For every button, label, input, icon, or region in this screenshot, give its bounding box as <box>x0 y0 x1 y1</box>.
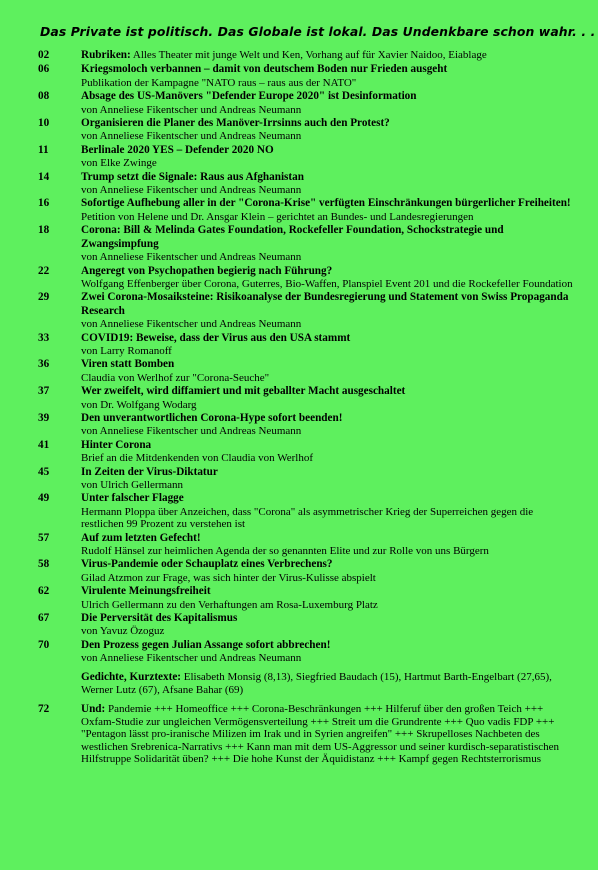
entry-subtitle: Hermann Ploppa über Anzeichen, dass "Corona" als asymmetrischer Krieg der Superreichen gegen die restlichen 99 Prozent zu verstehen ist <box>81 505 534 531</box>
entry-title: Virus-Pandemie oder Schauplatz eines Verbrechens? <box>81 558 333 571</box>
entry-subtitle: von Ulrich Gellermann <box>81 479 184 491</box>
toc-entry <box>38 558 578 584</box>
entry-body <box>81 90 578 116</box>
entry-body <box>81 492 578 530</box>
entry-title-line <box>81 466 578 479</box>
entry-title-line <box>81 358 578 371</box>
entry-title-line <box>81 492 578 505</box>
entry-title: Wer zweifelt, wird diffamiert und mit geballter Macht ausgeschaltet <box>81 385 406 398</box>
entry-body <box>81 703 578 766</box>
page-number: 57 <box>38 531 50 544</box>
entry-title: Kriegsmoloch verbannen – damit von deutschem Boden nur Frieden ausgeht <box>81 63 448 76</box>
entry-title-line <box>81 224 578 251</box>
entry-subtitle: von Anneliese Fikentscher und Andreas Neumann <box>81 425 302 438</box>
toc-entry <box>38 291 578 330</box>
entry-title-line <box>81 171 578 184</box>
entry-body <box>81 117 578 143</box>
entry-body <box>81 412 578 438</box>
entry-body <box>81 439 578 465</box>
toc-entry <box>38 197 578 223</box>
entry-body <box>81 144 578 170</box>
entry-title-line <box>81 197 578 210</box>
page-number: 29 <box>38 291 50 304</box>
entry-title: Und: <box>81 702 106 715</box>
page-number: 02 <box>38 49 50 61</box>
entry-body <box>81 171 578 197</box>
entry-title-line <box>81 291 578 318</box>
entry-subtitle: Brief an die Mitdenkenden von Claudia von Werlhof <box>81 452 313 465</box>
entry-title-line <box>81 439 578 452</box>
entry-subtitle: Ulrich Gellermann zu den Verhaftungen am Rosa-Luxemburg Platz <box>81 598 378 611</box>
entry-title: Die Perversität des Kapitalismus <box>81 612 238 625</box>
toc-entry <box>38 585 578 611</box>
entry-title: Berlinale 2020 YES – Defender 2020 NO <box>81 143 274 156</box>
entry-title-line <box>81 332 578 345</box>
entry-body <box>81 332 578 358</box>
page-number: 08 <box>38 90 50 103</box>
entry-title-line <box>81 117 578 130</box>
entry-subtitle: Claudia von Werlhof zur "Corona-Seuche" <box>81 371 270 384</box>
entry-title: In Zeiten der Virus-Diktatur <box>81 465 218 478</box>
toc-entry <box>38 412 578 438</box>
page-number: 49 <box>38 492 50 505</box>
entry-body <box>81 612 578 638</box>
toc-entry <box>38 639 578 665</box>
toc-entry <box>38 49 578 62</box>
entry-body <box>81 265 578 291</box>
toc-entry <box>38 117 578 143</box>
entry-title: Den unverantwortlichen Corona-Hype sofort beenden! <box>81 411 343 424</box>
entry-title-line <box>81 558 578 571</box>
page-number: 45 <box>38 465 50 478</box>
entry-subtitle: Rudolf Hänsel zur heimlichen Agenda der so genannten Elite und zur Rolle von uns Bürgern <box>81 545 489 558</box>
page-number: 16 <box>38 197 50 210</box>
page-number: 41 <box>38 438 50 451</box>
entry-subtitle: Wolfgang Effenberger über Corona, Guterres, Bio-Waffen, Planspiel Event 201 und die Rockefeller Foundation <box>81 277 573 290</box>
entry-body <box>81 224 578 263</box>
entry-title: Unter falscher Flagge <box>81 492 184 505</box>
toc-entry <box>38 63 578 89</box>
page-number: 70 <box>38 638 50 651</box>
entry-title-line <box>81 144 578 157</box>
entry-title: Zwei Corona-Mosaiksteine: Risikoanalyse der Bundesregierung und Statement von Swiss Propaganda Research <box>81 291 569 317</box>
entry-title: Trump setzt die Signale: Raus aus Afghanistan <box>81 170 304 183</box>
entry-body <box>81 671 578 697</box>
entry-title: Sofortige Aufhebung aller in der "Corona-Krise" verfügten Einschränkungen bürgerlicher Freiheiten! <box>81 197 571 210</box>
entry-title-rest: Elisabeth Monsig (8,13), Siegfried Baudach (15), Hartmut Barth-Engelbart (27,65), Werner Lutz (67), Afsane Bahar (69) <box>81 670 552 697</box>
entry-body <box>81 585 578 611</box>
entry-title-line <box>81 49 578 62</box>
toc-entry <box>38 385 578 411</box>
page-number: 11 <box>38 143 49 156</box>
entry-title-line <box>81 412 578 425</box>
entry-subtitle: von Anneliese Fikentscher und Andreas Neumann <box>81 130 302 143</box>
page-number: 58 <box>38 558 50 571</box>
entry-body <box>81 197 578 223</box>
entry-title: Den Prozess gegen Julian Assange sofort abbrechen! <box>81 638 331 651</box>
entry-subtitle: Publikation der Kampagne "NATO raus – raus aus der NATO" <box>81 76 357 89</box>
toc-entry <box>38 532 578 558</box>
entry-title: Rubriken: <box>81 49 131 61</box>
entry-title-line <box>81 612 578 625</box>
entry-subtitle: von Anneliese Fikentscher und Andreas Neumann <box>81 184 302 197</box>
entry-subtitle: Gilad Atzmon zur Frage, was sich hinter der Virus-Kulisse abspielt <box>81 571 376 584</box>
entry-title-rest: Pandemie +++ Homeoffice +++ Corona-Beschränkungen +++ Hilferuf über den großen Teich +++ Oxfam-Studie zur ungleichen Vermögensverteilung +++ Streit um die Grundrente +++ Quo vadis FDP +++ "Pentagon lässt pro-iranische Milizen im Irak und in Syrien angreifen" +++ Skrupelloses Nachbeten des westlichen Srebrenica-Narrativs +++ Kann man mit dem US-Aggressor und seiner kurdisch-separatistischen Hilfstruppe Solidarität üben? +++ Die hohe Kunst der Äquidistanz +++ Kampf gegen Rechtsterrorismus <box>81 702 560 766</box>
entry-subtitle: Petition von Helene und Dr. Ansgar Klein – gerichtet an Bundes- und Landesregierungen <box>81 210 474 223</box>
entry-body <box>81 385 578 411</box>
entry-body <box>81 532 578 558</box>
entry-title: COVID19: Beweise, dass der Virus aus den USA stammt <box>81 331 351 344</box>
entry-title-line <box>81 585 578 598</box>
entry-body <box>81 358 578 384</box>
entry-title: Angeregt von Psychopathen begierig nach Führung? <box>81 264 333 277</box>
toc-entry <box>38 358 578 384</box>
page-number: 39 <box>38 411 50 424</box>
entry-title-line <box>81 90 578 103</box>
page-number: 36 <box>38 358 50 371</box>
entry-title: Absage des US-Manövers "Defender Europe 2020" ist Desinformation <box>81 90 417 103</box>
entry-title-line <box>81 639 578 652</box>
entry-subtitle: von Anneliese Fikentscher und Andreas Neumann <box>81 652 302 665</box>
entry-title-line <box>81 532 578 545</box>
page-number: 62 <box>38 585 50 598</box>
page-number: 14 <box>38 170 50 183</box>
entry-title: Organisieren die Planer des Manöver-Irrsinns auch den Protest? <box>81 117 390 130</box>
entry-body <box>81 49 578 62</box>
entry-title-line <box>81 63 578 76</box>
toc-entry <box>38 612 578 638</box>
entry-subtitle: von Anneliese Fikentscher und Andreas Neumann <box>81 251 302 264</box>
table-of-contents <box>38 49 578 766</box>
entry-title-rest: Alles Theater mit junge Welt und Ken, Vorhang auf für Xavier Naidoo, Eiablage <box>130 49 487 61</box>
entry-subtitle: von Anneliese Fikentscher und Andreas Neumann <box>81 318 302 331</box>
entry-subtitle: von Yavuz Özoguz <box>81 625 165 638</box>
entry-title-line <box>81 671 578 697</box>
toc-entry <box>38 492 578 530</box>
entry-subtitle: von Dr. Wolfgang Wodarg <box>81 398 197 411</box>
entry-subtitle: von Elke Zwinge <box>81 157 157 170</box>
page-number: 72 <box>38 702 50 715</box>
toc-entry <box>38 703 578 766</box>
entry-title: Auf zum letzten Gefecht! <box>81 531 201 544</box>
toc-entry <box>38 224 578 263</box>
page-number: 10 <box>38 117 50 130</box>
toc-entry <box>38 144 578 170</box>
headline: Das Private ist politisch. Das Globale ist lokal. Das Undenkbare schon wahr. . . <box>40 24 596 39</box>
entry-body <box>81 558 578 584</box>
entry-title: Corona: Bill & Melinda Gates Foundation, Rockefeller Foundation, Schockstrategie und Zwangsimpfung <box>81 224 504 250</box>
entry-title-line <box>81 265 578 278</box>
toc-entry <box>38 332 578 358</box>
entry-body <box>81 63 578 89</box>
entry-body <box>81 291 578 330</box>
page-number: 22 <box>38 264 50 277</box>
page-number: 18 <box>38 224 50 237</box>
entry-body <box>81 466 578 492</box>
page-number: 37 <box>38 385 50 398</box>
toc-entry <box>38 265 578 291</box>
entry-title: Viren statt Bomben <box>81 358 175 371</box>
entry-subtitle: von Anneliese Fikentscher und Andreas Neumann <box>81 103 302 116</box>
entry-body <box>81 639 578 665</box>
toc-entry <box>38 439 578 465</box>
entry-title: Hinter Corona <box>81 438 152 451</box>
page-number: 33 <box>38 331 50 344</box>
entry-subtitle: von Larry Romanoff <box>81 344 172 357</box>
entry-title: Gedichte, Kurztexte: <box>81 670 182 683</box>
toc-entry <box>38 671 578 697</box>
entry-title-line <box>81 385 578 398</box>
page-number: 67 <box>38 612 50 625</box>
entry-title: Virulente Meinungsfreiheit <box>81 585 211 598</box>
toc-entry <box>38 171 578 197</box>
entry-title-line <box>81 703 578 766</box>
toc-entry <box>38 90 578 116</box>
toc-entry <box>38 466 578 492</box>
page-number: 06 <box>38 63 50 76</box>
